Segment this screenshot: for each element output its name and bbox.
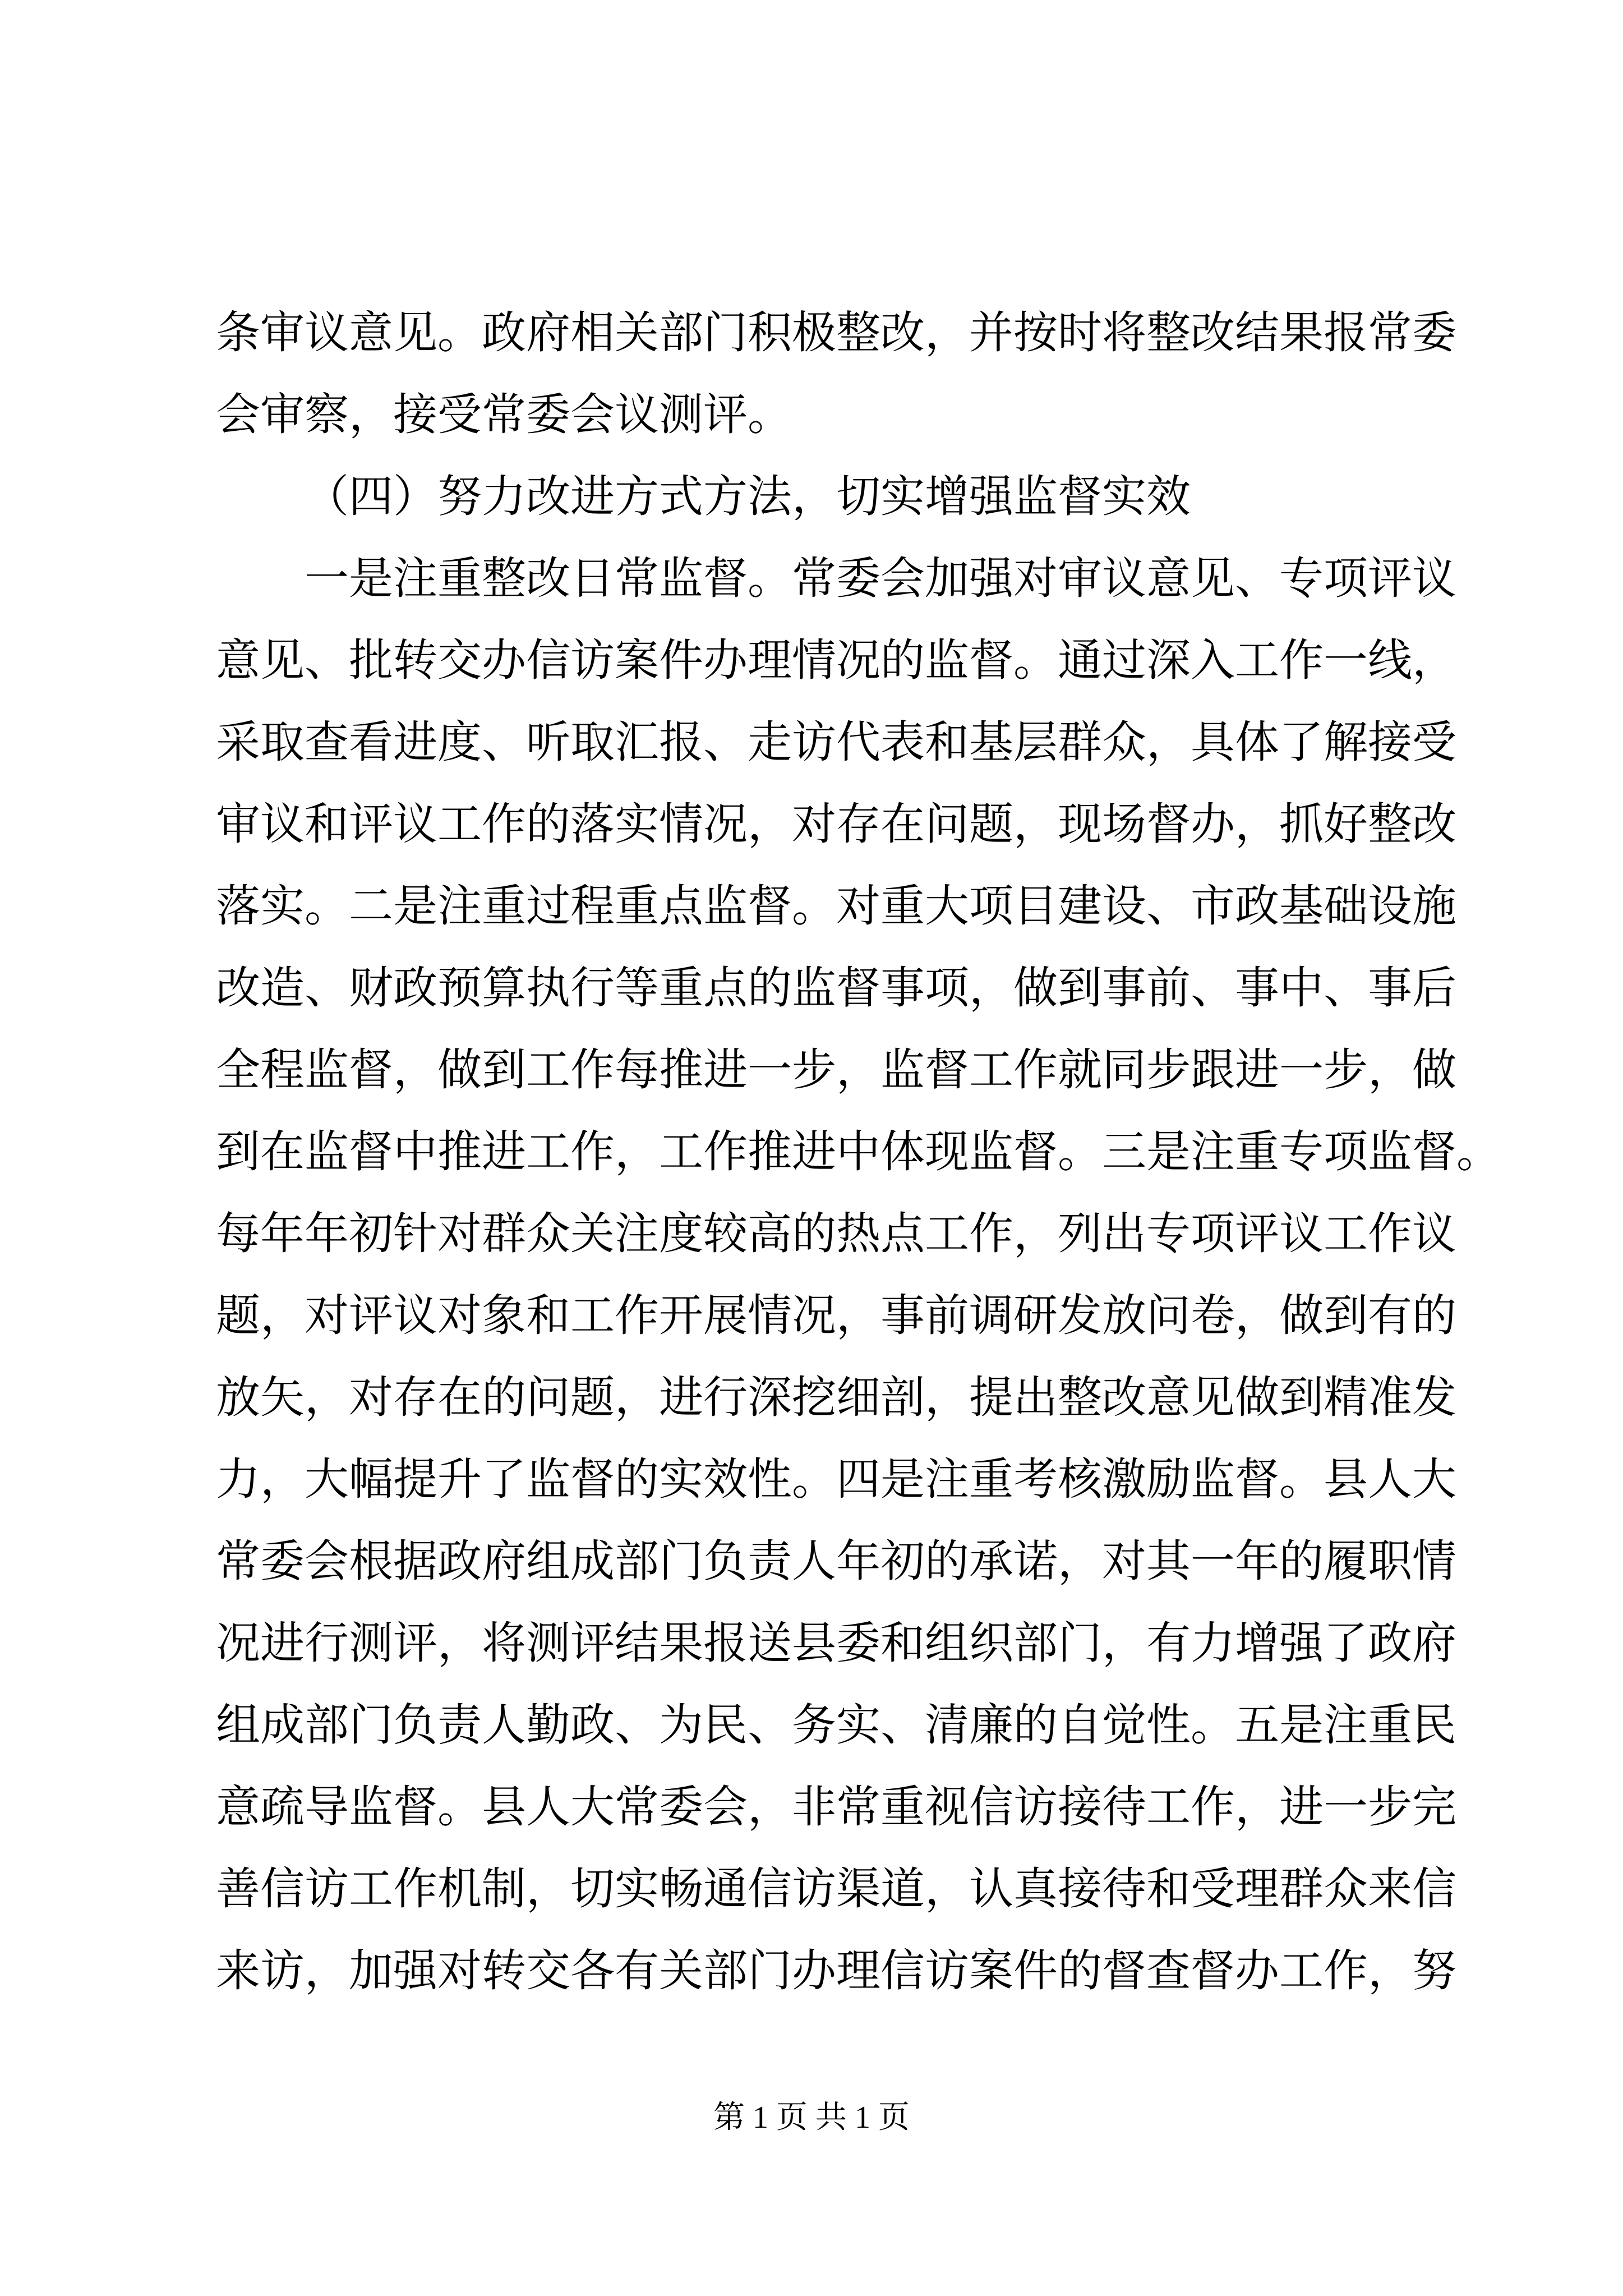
text-line: 每年年初针对群众关注度较高的热点工作，列出专项评议工作议 bbox=[216, 1208, 1456, 1259]
page-footer bbox=[0, 2098, 1623, 2137]
text-line: 题，对评议对象和工作开展情况，事前调研发放问卷，做到有的 bbox=[216, 1290, 1456, 1341]
text-line: 放矢，对存在的问题，进行深挖细剖，提出整改意见做到精准发 bbox=[216, 1372, 1456, 1423]
text-line: 条审议意见。政府相关部门积极整改，并按时将整改结果报常委 bbox=[216, 307, 1456, 358]
text-line: 意疏导监督。县人大常委会，非常重视信访接待工作，进一步完 bbox=[216, 1781, 1456, 1833]
text-line: 落实。二是注重过程重点监督。对重大项目建设、市政基础设施 bbox=[216, 880, 1456, 932]
text-line: 改造、财政预算执行等重点的监督事项，做到事前、事中、事后 bbox=[216, 962, 1456, 1014]
text-line: 况进行测评，将测评结果报送县委和组织部门，有力增强了政府 bbox=[216, 1617, 1456, 1669]
paragraph-first-line: 一是注重整改日常监督。常委会加强对审议意见、专项评议 bbox=[305, 553, 1456, 604]
document-body bbox=[216, 292, 1501, 2012]
text-line: 善信访工作机制，切实畅通信访渠道，认真接待和受理群众来信 bbox=[216, 1863, 1456, 1915]
text-line: 常委会根据政府组成部门负责人年初的承诺，对其一年的履职情 bbox=[216, 1535, 1456, 1587]
text-line: 力，大幅提升了监督的实效性。四是注重考核激励监督。县人大 bbox=[216, 1453, 1456, 1505]
text-line: 全程监督，做到工作每推进一步，监督工作就同步跟进一步，做 bbox=[216, 1044, 1456, 1096]
text-line: 意见、批转交办信访案件办理情况的监督。通过深入工作一线， bbox=[216, 634, 1456, 686]
page-number-label: 第 1 页 共 1 页 bbox=[713, 2100, 910, 2135]
text-line: 组成部门负责人勤政、为民、务实、清廉的自觉性。五是注重民 bbox=[216, 1699, 1456, 1751]
section-heading: （四）努力改进方式方法，切实增强监督实效 bbox=[305, 471, 1191, 522]
text-line: 采取查看进度、听取汇报、走访代表和基层群众，具体了解接受 bbox=[216, 716, 1456, 768]
text-line: 会审察，接受常委会议测评。 bbox=[216, 389, 792, 440]
text-line: 来访，加强对转交各有关部门办理信访案件的督查督办工作，努 bbox=[216, 1945, 1456, 1996]
text-line: 到在监督中推进工作，工作推进中体现监督。三是注重专项监督。 bbox=[216, 1126, 1501, 1177]
text-line: 审议和评议工作的落实情况，对存在问题，现场督办，抓好整改 bbox=[216, 798, 1456, 850]
